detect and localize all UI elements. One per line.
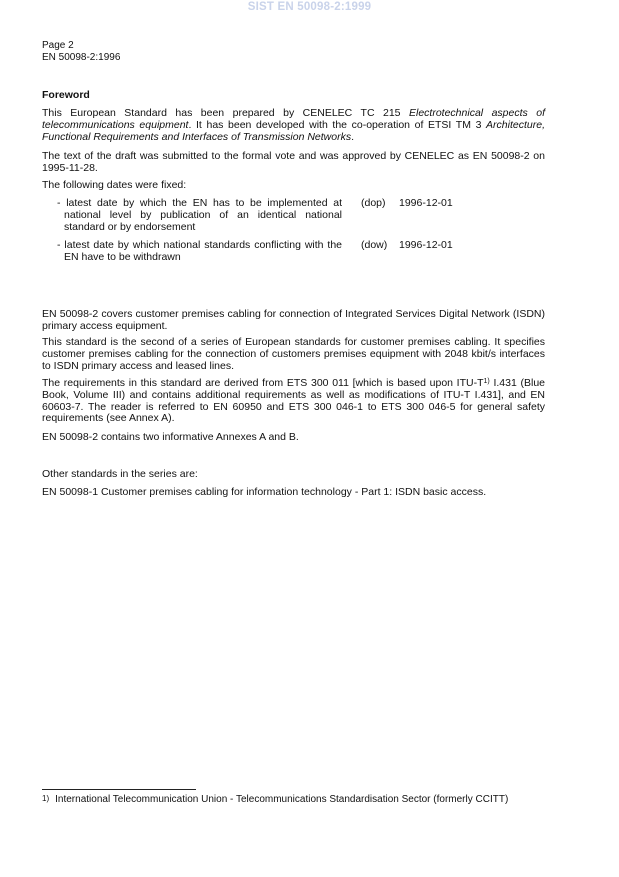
date-value: 1996-12-01 — [399, 197, 453, 209]
date-item-dow — [57, 240, 457, 264]
footnote-divider — [42, 789, 196, 790]
footnote — [42, 794, 508, 805]
body-paragraph-other-standards: Other standards in the series are: — [42, 468, 198, 480]
date-description: - latest date by which national standards conflicting with the EN have to be withdrawn — [57, 239, 342, 263]
watermark: SIST EN 50098-2:1999 — [247, 1, 372, 13]
body-paragraph-scope: EN 50098-2 covers customer premises cabling for connection of Integrated Services Digital Network (ISDN) primary access equipment. — [42, 308, 545, 332]
document-id: EN 50098-2:1996 — [42, 52, 121, 63]
body-paragraph-annexes: EN 50098-2 contains two informative Annexes A and B. — [42, 431, 299, 443]
footnote-reference: 1) — [483, 378, 490, 385]
body-paragraph-series: This standard is the second of a series of European standards for customer premises cabling. It specifies customer premises cabling for the connection of customers premises equipment with 2048 kbit/s interfaces to ISDN primary access and leased lines. — [42, 336, 545, 372]
foreword-paragraph-1: This European Standard has been prepared by CENELEC TC 215 Electrotechnical aspects of telecommunications equipment. It has been developed with the co-operation of ETSI TM 3 Architecture, Functional Requirements and Interfaces of Transmission Networks. — [42, 107, 545, 143]
footnote-text: International Telecommunication Union - Telecommunications Standardisation Sector (formerly CCITT) — [55, 794, 509, 805]
page-number: Page 2 — [42, 40, 74, 51]
footnote-mark: 1) — [42, 794, 50, 803]
foreword-paragraph-2: The text of the draft was submitted to the formal vote and was approved by CENELEC as EN 50098-2 on 1995-11-28. — [42, 150, 545, 174]
date-item-dop — [57, 198, 457, 233]
date-description: - latest date by which the EN has to be implemented at national level by publication of an identical national standard or by endorsement — [57, 197, 342, 233]
foreword-title: Foreword — [42, 89, 90, 101]
dates-list — [57, 198, 457, 233]
page-header — [42, 40, 120, 64]
body-paragraph-requirements: The requirements in this standard are derived from ETS 300 011 [which is based upon ITU-$T^{1)}$ I.431 (Blue Book, Volume III) and contains additional requirements as well as modifications of ITU-T I.431], and EN 60603-7. The reader is referred to EN 60950 and ETS 300 046-1 to ETS 300 046-5 for general safety requirements (see Annex A). — [42, 377, 545, 425]
foreword-paragraph-3: The following dates were fixed: — [42, 179, 187, 191]
date-code: (dow) — [361, 239, 388, 251]
body-paragraph-en50098-1: EN 50098-1 Customer premises cabling for information technology - Part 1: ISDN basic access. — [42, 486, 487, 498]
dates-list-2 — [57, 240, 457, 264]
date-value: 1996-12-01 — [399, 239, 453, 251]
date-code: (dop) — [361, 197, 386, 209]
